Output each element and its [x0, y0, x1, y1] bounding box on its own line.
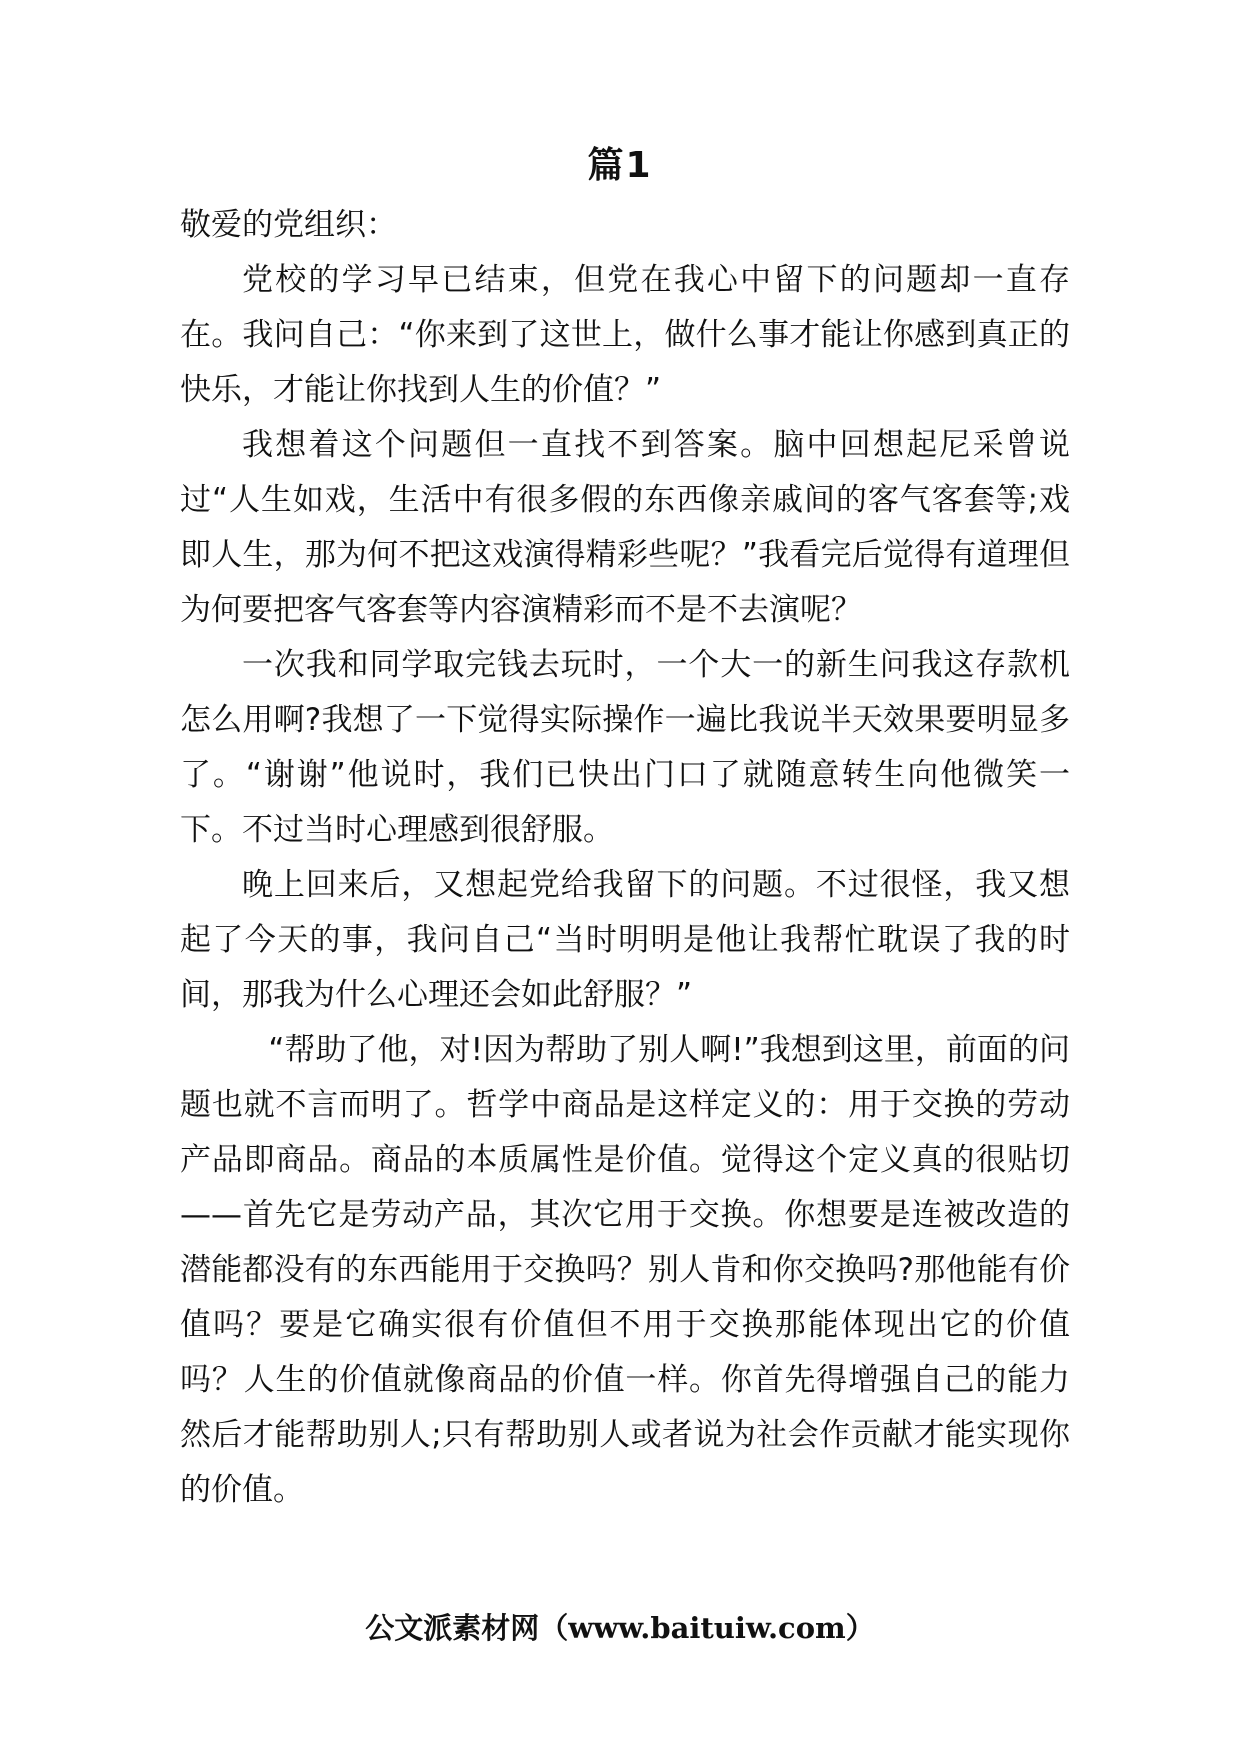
paragraph-3: 一次我和同学取完钱去玩时，一个大一的新生问我这存款机怎么用啊?我想了一下觉得实际操作一遍比我说半天效果要明显多了。“谢谢”他说时，我们已快出门口了就随意转生向他微笑一下。不过当时心理感到很舒服。 [180, 647, 1070, 848]
paragraph-1: 党校的学习早已结束，但党在我心中留下的问题却一直存在。我问自己：“你来到了这世上，做什么事才能让你感到真正的快乐，才能让你找到人生的价值？” [180, 262, 1070, 408]
document-body [180, 198, 1070, 1518]
document-title: 篇1 [587, 145, 653, 186]
footer-source: 公文派素材网（www.baituiw.com） [365, 1611, 875, 1645]
paragraph-4: 晚上回来后，又想起党给我留下的问题。不过很怪，我又想起了今天的事，我问自己“当时明明是他让我帮忙耽误了我的时间，那我为什么心理还会如此舒服？” [180, 867, 1070, 1013]
paragraph-2: 我想着这个问题但一直找不到答案。脑中回想起尼采曾说过“人生如戏，生活中有很多假的东西像亲戚间的客气客套等;戏即人生，那为何不把这戏演得精彩些呢？”我看完后觉得有道理但为何要把客气客套等内容演精彩而不是不去演呢？ [180, 427, 1070, 628]
salutation: 敬爱的党组织： [180, 207, 397, 243]
paragraph-5: “帮助了他，对!因为帮助了别人啊!”我想到这里，前面的问题也就不言而明了。哲学中商品是这样定义的：用于交换的劳动产品即商品。商品的本质属性是价值。觉得这个定义真的很贴切——首先它是劳动产品，其次它用于交换。你想要是连被改造的潜能都没有的东西能用于交换吗？别人肯和你交换吗?那他能有价值吗？要是它确实很有价值但不用于交换那能体现出它的价值吗？人生的价值就像商品的价值一样。你首先得增强自己的能力然后才能帮助别人;只有帮助别人或者说为社会作贡献才能实现你的价值。 [180, 1032, 1070, 1508]
